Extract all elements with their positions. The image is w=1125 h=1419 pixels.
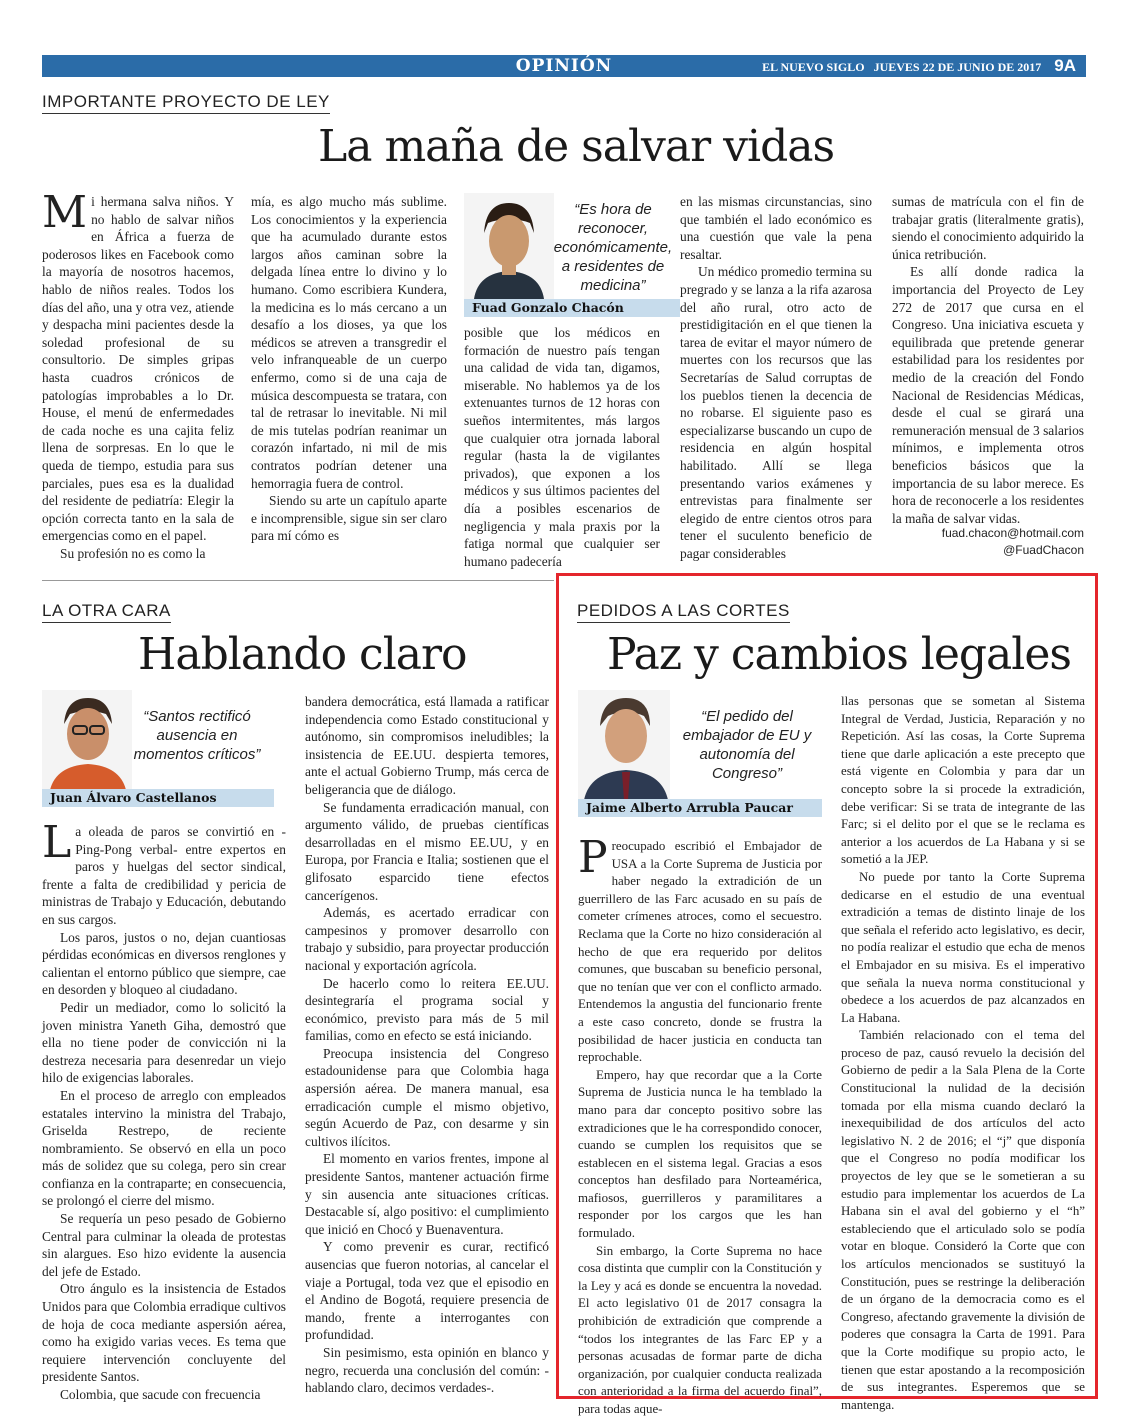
article2-col2-p1: bandera democrática, está llamada a ratificar independencia como Estado constitucional y autónomo, sin compromisos ineludibles; la insistencia de EE.UU. despierta temores, ante el actual Gobierno Trump, más cerca de beligerancia que de diálogo.: [305, 694, 549, 797]
article2-col1-p3: Pedir un mediador, como lo solicitó la joven ministra Yaneth Giha, demostró que ella no tiene poder de convicción ni la destreza necesaria para desenredar un viejo hilo de exigencias laborales.: [42, 999, 286, 1086]
article1-column-2: [251, 193, 447, 563]
author-photo-juan: [42, 690, 132, 790]
article2-column-1: [42, 817, 286, 1402]
author-twitter[interactable]: @FuadChacon: [1003, 543, 1084, 557]
article1-column-4: [680, 193, 872, 563]
article3-kicker: PEDIDOS A LAS CORTES: [577, 601, 790, 623]
article2-kicker: LA OTRA CARA: [42, 601, 171, 623]
article2-col1-p2: Los paros, justos o no, dejan cuantiosas pérdidas económicas en diversos renglones y calientan el entorno público que siempre, cae en desorden y bloqueo al ciudadano.: [42, 929, 286, 998]
article2-col1-p5: Se requería un peso pesado de Gobierno Central para culminar la oleada de protestas sin alargues. Eso hizo evidente la ausencia del jefe de Estado.: [42, 1211, 286, 1279]
author-photo-jaime: [578, 690, 670, 800]
article2-headline: Hablando claro: [138, 629, 467, 680]
author-email[interactable]: fuad.chacon@hotmail.com: [941, 526, 1084, 540]
article1-contact: [892, 525, 1084, 559]
article2-column-2: [305, 693, 549, 1396]
article2-col2-p4: De hacerlo como lo reitera EE.UU. desintegraría el programa social y económico, previsto para más de 5 mil familias, como en efecto se está iniciando.: [305, 975, 549, 1044]
article1-col4-p1: en las mismas circunstancias, sino que también el lado económico es una cuestión que vale la pena resaltar.: [680, 194, 872, 262]
article1-byline: Fuad Gonzalo Chacón: [464, 299, 680, 317]
article3-byline: Jaime Alberto Arrubla Paucar: [578, 799, 822, 817]
article3-col2-p2: No puede por tanto la Corte Suprema dedicarse en el estudio de una eventual extradición a temas de distinto linaje de los que señala el referido acto legislativo, es decir, no podía realizar el estudio que echa de menos el Embajador en su misiva. Es el imperativo que señala la nueva norma constitucional y obedece a los acuerdos de paz alcanzados en La Habana.: [841, 869, 1085, 1025]
article1-column-3: [464, 324, 660, 569]
issue-date: JUEVES 22 DE JUNIO DE 2017: [873, 60, 1042, 74]
section-divider: [42, 580, 554, 581]
article2-col2-p8: Sin pesimismo, esta opinión en blanco y negro, recuerda una conclusión del común: - hablando claro, decimos verdades-.: [305, 1344, 549, 1396]
section-label: OPINIÓN: [515, 56, 613, 76]
masthead: [762, 55, 1076, 78]
article1-col5-p2: Es allí donde radica la importancia del Proyecto de Ley 272 de 2017 que cursa en el Congreso. Una iniciativa escueta y equilibrada que pretende generar estabilidad para los residentes por medio de la creación del Fondo Nacional de Residencias Médicas, desde el cual se girará una remuneración mensual de 3 salarios mínimos, e implementa otros beneficios básicos que la importancia de su labor merece. Es hora de reconocerle a los residentes la maña de salvar vidas.: [892, 264, 1084, 526]
article2-col1-p6: Otro ángulo es la insistencia de Estados Unidos para que Colombia erradique cultivos de hoja de coca mediante aspersión aérea, como ha exigido varias veces. Es tema que requiere intervención concluyente del presidente Santos.: [42, 1281, 286, 1385]
article3-dropcap: P: [578, 832, 608, 883]
article1-col2-p2: Siendo su arte un capítulo aparte e incomprensible, sigue sin ser claro para mí cómo es: [251, 493, 447, 544]
article2-dropcap: L: [42, 817, 72, 868]
article3-column-2: [841, 693, 1085, 1412]
article2-col1-p7: Colombia, que sacude con frecuencia: [60, 1387, 261, 1402]
article2-col2-p7: Y como prevenir es curar, rectificó ausencias que fueron notorias, al cancelar el viaje a Portugal, toda vez que el episodio en el Andino de Bogotá, requiere presencia de mando, frente a interrogantes con profundidad.: [305, 1239, 549, 1343]
article2-col2-p5: Preocupa insistencia del Congreso estadounidense para que Colombia haga aspersión aérea. De manera manual, esa erradicación cumple el mismo objetivo, según Acuerdo de Paz, con desarme y sin cultivos ilícitos.: [305, 1045, 549, 1149]
article1-dropcap: M: [42, 187, 88, 238]
page-number: 9A: [1054, 56, 1076, 75]
article3-col1-p3: Sin embargo, la Corte Suprema no hace cosa distinta que cumplir con la Constitución y la Ley y acá es donde se encuentra la novedad. El acto legislativo 01 de 2017 consagra la prohibición de extradición que comprende a “todos los integrantes de las Farc EP y a personas acusadas de formar parte de dicha organización, por cualquier conducta realizada con anterioridad a la firma del acuerdo final”, para todas aque-: [578, 1243, 822, 1416]
article2-col2-p3: Además, es acertado erradicar con campesinos y promover desarrollo con trabajo y subsidio, para proyectar producción nacional y exportación agrícola.: [305, 905, 549, 973]
article1-pull-quote: “Es hora de reconocer, económicamente, a residentes de medicina”: [553, 201, 673, 294]
article2-pull-quote: “Santos rectificó ausencia en momentos críticos”: [133, 708, 261, 763]
article3-col1-p2: Empero, hay que recordar que a la Corte Suprema de Justicia nunca le ha temblado la mano para dar concepto positivo sobre las extradiciones que le ha correspondido conocer, cuando se cumplen los requisitos que se establecen en el sistema legal. Gracias a esos conceptos han desfilado para Norteamérica, mafiosos, guerrilleros y paramilitares a responder por los cargos que les han formulado.: [578, 1067, 822, 1241]
article1-headline: La maña de salvar vidas: [318, 121, 835, 172]
newspaper-name: EL NUEVO SIGLO: [762, 60, 865, 74]
article1-column-5: [892, 193, 1084, 526]
article1-col4-p2: Un médico promedio termina su pregrado y se lanza a la rifa azarosa del año rural, otro acto de prestidigitación en el que tienen la tarea de evitar el mayor número de muertes con los recursos que las Secretarías de Salud corruptas de los pueblos tienen la decencia de no robarse. El siguiente paso es especializarse buscando un cupo de residencia en algún hospital habilitado. Allí se llega presentando varios exámenes y entrevistas para finalmente ser elegido de entre cientos otros para tener el suculento beneficio de pagar considerables: [680, 264, 872, 561]
author-photo-fuad: [464, 193, 554, 299]
article3-col2-p1: llas personas que se sometan al Sistema Integral de Verdad, Justicia, Reparación y no Repetición. Así las cosas, la Corte Suprema tiene que darle aplicación a este precepto que está vigente en Colombia y para dar un concepto sobre la si procede la extradición, debe verificar: Si se trata de integrante de las Farc; si el delito por el que se le reclama es anterior a los acuerdos de La Habana y si se sometió a la JEP.: [841, 694, 1085, 867]
article1-col3-p1: posible que los médicos en formación de nuestro país tengan una calidad de vida tan, digamos, miserable. No hablemos ya de los extenuantes turnos de 12 horas con sueños intermitentes, más largos que cualquier otra jornada laboral regular (hasta la de vigilantes privados), que exponen a los médicos y sus últimos pacientes del día a posibles escenarios de negligencia y mala praxis por la fatiga normal que cualquier ser humano padecería: [464, 325, 660, 569]
article1-col5-p1: sumas de matrícula con el fin de trabajar gratis (literalmente gratis), siendo el conocimiento adquirido la única retribución.: [892, 194, 1084, 262]
article3-col2-p3: También relacionado con el tema del proceso de paz, causó revuelo la decisión del Gobierno de pedir a la Sala Plena de la Corte Constitucional la nulidad de la decisión tomada por ella misma cuando declaró la inexequibilidad de dos artículos del acto legislativo N. 2 de 2016; el “j” que disponía que el Congreso no podía modificar los proyectos de ley que se le sometieran a su estudio para implementar los acuerdos de La Habana sin el aval del gobierno y el “h” estableciendo que el articulado solo se podía votar en bloque. Consideró la Corte que con los artículos mencionados se sustituyó la Constitución, pues se restringe la deliberación de un órgano de la democracia como es el Congreso, afectando gravemente la división de poderes que consagra la Carta de 1991. Para que la Corte modifique su propio acto, le tienen que estar apostando a la recomposición de sus integrantes. Esperemos que se mantenga.: [841, 1028, 1085, 1412]
article2-col1-p1: a oleada de paros se convirtió en - Ping-Pong verbal- entre expertos en paros y huelgas del sector sindical, frente a falta de credibilidad y pericia de ministras de Trabajo y Educación, debutando en sus cargos.: [42, 824, 286, 927]
article3-col1-p1: reocupado escribió el Embajador de USA a la Corte Suprema de Justicia por haber negado la extradición de un guerrillero de las Farc acusado en su país de cometer crímenes atroces, como el secuestro. Reclama que la Corte no hizo consideración al hecho de que era requerido por delitos comunes, que buscaban su beneficio personal, que no tenían que ver con el conflicto armado. Entendemos la angustia del funcionario frente a este caso concreto, donde se frustra la posibilidad de hacer justicia en conducta tan reprochable.: [578, 839, 822, 1065]
article3-pull-quote: “El pedido del embajador de EU y autonomía del Congreso”: [682, 708, 812, 782]
article3-column-1: [578, 832, 822, 1416]
article3-headline: Paz y cambios legales: [607, 629, 1071, 680]
article1-kicker: IMPORTANTE PROYECTO DE LEY: [42, 92, 330, 114]
article2-col1-p4: En el proceso de arreglo con empleados estatales intervino la ministra del Trabajo, Griselda Restrepo, de reciente nombramiento. Se observó en ella un poco más de solidez que su colega, pero sin crear confianza en la contraparte; en consecuencia, se prolongó el cierre del mismo.: [42, 1087, 286, 1209]
article2-byline: Juan Álvaro Castellanos: [42, 789, 274, 807]
article1-col1-p2: Su profesión no es como la: [60, 545, 206, 561]
section-header-bar: [42, 55, 1086, 77]
article2-col2-p6: El momento en varios frentes, impone al presidente Santos, mantener actuación firme y sin ausencia ante situaciones críticas. Destacable sí, algo positivo: el cumplimiento que inició en Chocó y Buenaventura.: [305, 1151, 549, 1237]
article2-col2-p2: Se fundamenta erradicación manual, con argumento válido, de pruebas científicas desarrolladas en el mismo EE.UU, y en Europa, por Francia e Italia; sostienen que el glifosato esparcido tiene efectos cancerígenos.: [305, 799, 549, 903]
article1-column-1: [42, 187, 234, 563]
article1-col1-p1: i hermana salva niños. Y no hablo de salvar niños en África a fuerza de poderosos likes en Facebook como la mayoría de nosotros hacemos, hablo de niños reales. Todos los días del año, una y otra vez, atiende y despacha mini pacientes desde la soledad profesional de su consultorio. De simples gripas hasta cuadros crónicos de patologías improbables a lo Dr. House, el menú de enfermedades de cada noche es una cajita feliz llena de sorpresas. En lo que le queda de tiempo, estudia para sus parciales, pues esa es la dualidad del residente de pediatría: Elegir la opción correcta tanto en la sala de emergencias como en el papel.: [42, 194, 234, 544]
article1-col2-p1: mía, es algo mucho más sublime. Los conocimientos y la experiencia que ha acumulado durante estos largos años caminan sobre la delgada línea entre lo divino y lo humano. Como escribiera Kundera, la medicina es lo más cercano a un desafío a los dioses, ya que los médicos se atreven a transgredir el velo infranqueable de un cuerpo enfermo, como si de una caja de música descompuesta se tratara, con tal de retrasar lo inevitable. Ni mil de mis tutelas podrían reanimar un corazón infartado, ni mil de mis contratos podrían detener una hemorragia fuera de control.: [251, 194, 447, 491]
